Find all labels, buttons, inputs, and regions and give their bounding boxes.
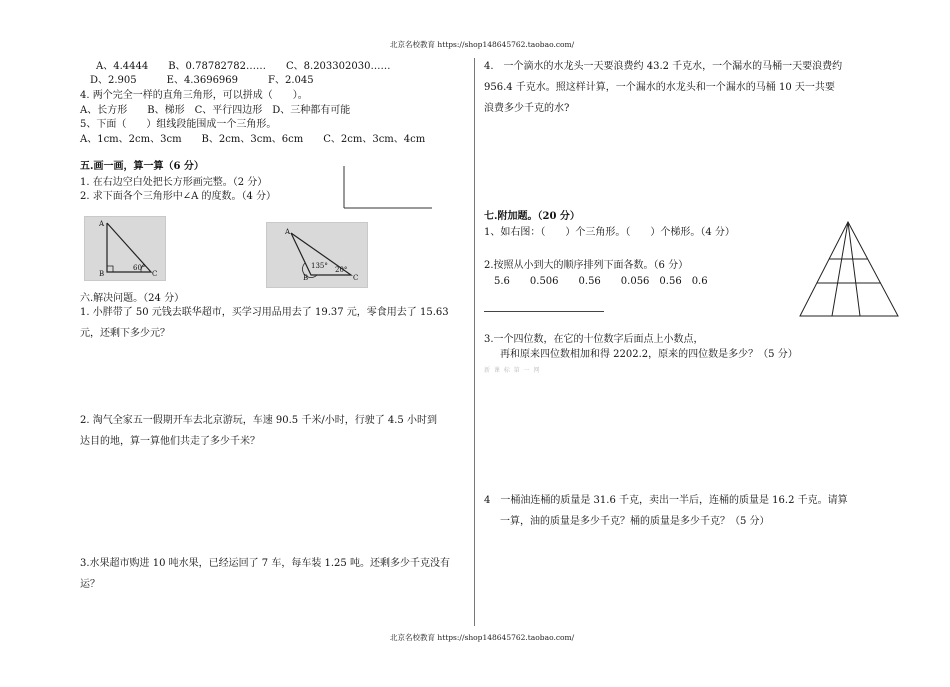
section6-title: 六.解决问题。（24 分） bbox=[80, 293, 185, 304]
triangle-counting-figure bbox=[796, 218, 902, 320]
tri2-angle-c: 20° bbox=[335, 266, 348, 274]
partial-rectangle-figure bbox=[340, 162, 435, 212]
section5-q1: 1. 在右边空白处把长方形画完整。（2 分） bbox=[80, 177, 268, 188]
tri1-angle: 60° bbox=[133, 264, 146, 272]
section6-q2-line2: 达目的地，算一算他们共走了多少千米？ bbox=[80, 436, 260, 447]
right-q4-line3: 浪费多少千克的水? bbox=[484, 103, 570, 114]
page-footer: 北京名校教育 https://shop148645762.taobao.com/ bbox=[390, 633, 575, 642]
tri2-label-b: B bbox=[303, 274, 309, 282]
q3-options-line2: D、2.905 E、4.3696969 F、2.045 bbox=[90, 75, 314, 86]
section7-q1: 1、如右图：（ ）个三角形。（ ）个梯形。（4 分） bbox=[484, 227, 735, 238]
tri1-label-c: C bbox=[152, 270, 158, 278]
tri2-label-a: A bbox=[285, 228, 291, 236]
section6-q2-line1: 2. 淘气全家五一假期开车去北京游玩，车速 90.5 千米/小时，行驶了 4.5 小时到 bbox=[80, 415, 437, 426]
separator-line bbox=[484, 311, 604, 312]
column-divider bbox=[474, 58, 475, 626]
triangle-figure-1 bbox=[84, 216, 166, 281]
section6-q1-line1: 1. 小胖带了 50 元钱去联华超市，买学习用品用去了 19.37 元，零食用去了 15.63 bbox=[80, 307, 449, 318]
tri1-label-b: B bbox=[99, 270, 105, 278]
section6-q1-line2: 元，还剩下多少元？ bbox=[80, 328, 170, 339]
right-q4-line2: 956.4 千克水。照这样计算，一个漏水的水龙头和一个漏水的马桶 10 天一共要 bbox=[484, 82, 835, 93]
section7-q4-line2: 一算，油的质量是多少千克？桶的质量是多少千克？（5 分） bbox=[500, 516, 770, 527]
tri2-angle-b: 135° bbox=[311, 262, 328, 270]
section7-title: 七.附加题。（20 分） bbox=[484, 211, 580, 222]
q4-options: A、长方形 B、梯形 C、平行四边形 D、三种都有可能 bbox=[80, 105, 351, 116]
section6-q3-line1: 3.水果超市购进 10 吨水果，已经运回了 7 车，每车装 1.25 吨。还剩多少千克没有 bbox=[80, 558, 450, 569]
section7-q2-numbers: 5.6 0.506 0.56 0.056 0.56 0.6 bbox=[494, 276, 708, 287]
tri1-label-a: A bbox=[99, 220, 105, 228]
q5-options: A、1cm、2cm、3cm B、2cm、3cm、6cm C、2cm、3cm、4cm bbox=[80, 134, 426, 145]
section7-q2: 2.按照从小到大的顺序排列下面各数。（6 分） bbox=[484, 260, 689, 271]
watermark-text: 新 课 标 第 一 网 bbox=[484, 367, 541, 374]
section5-title: 五.画一画，算一算（6 分） bbox=[80, 161, 204, 172]
section7-q3-line1: 3.一个四位数，在它的十位数字后面点上小数点， bbox=[484, 334, 704, 345]
q3-options-line1: A、4.4444 B、0.78782782…… C、8.203302030…… bbox=[96, 61, 391, 72]
section7-q3-line2: 再和原来四位数相加和得 2202.2，原来的四位数是多少？（5 分） bbox=[500, 349, 798, 360]
tri2-label-c: C bbox=[353, 274, 359, 282]
page-header: 北京名校教育 https://shop148645762.taobao.com/ bbox=[390, 40, 575, 49]
section6-q3-line2: 运？ bbox=[80, 579, 100, 590]
triangle-figure-2 bbox=[266, 222, 368, 288]
q5-question: 5、下面（ ）组线段能围成一个三角形。 bbox=[80, 119, 277, 130]
section5-q2: 2. 求下面各个三角形中∠A 的度数。（4 分） bbox=[80, 191, 277, 202]
right-q4-line1: 4. 一个滴水的水龙头一天要浪费约 43.2 千克水，一个漏水的马桶一天要浪费约 bbox=[484, 61, 843, 72]
section7-q4-line1: 4 一桶油连桶的质量是 31.6 千克，卖出一半后，连桶的质量是 16.2 千克。请算 bbox=[484, 495, 848, 506]
q4-question: 4. 两个完全一样的直角三角形，可以拼成（ ）。 bbox=[80, 90, 308, 101]
